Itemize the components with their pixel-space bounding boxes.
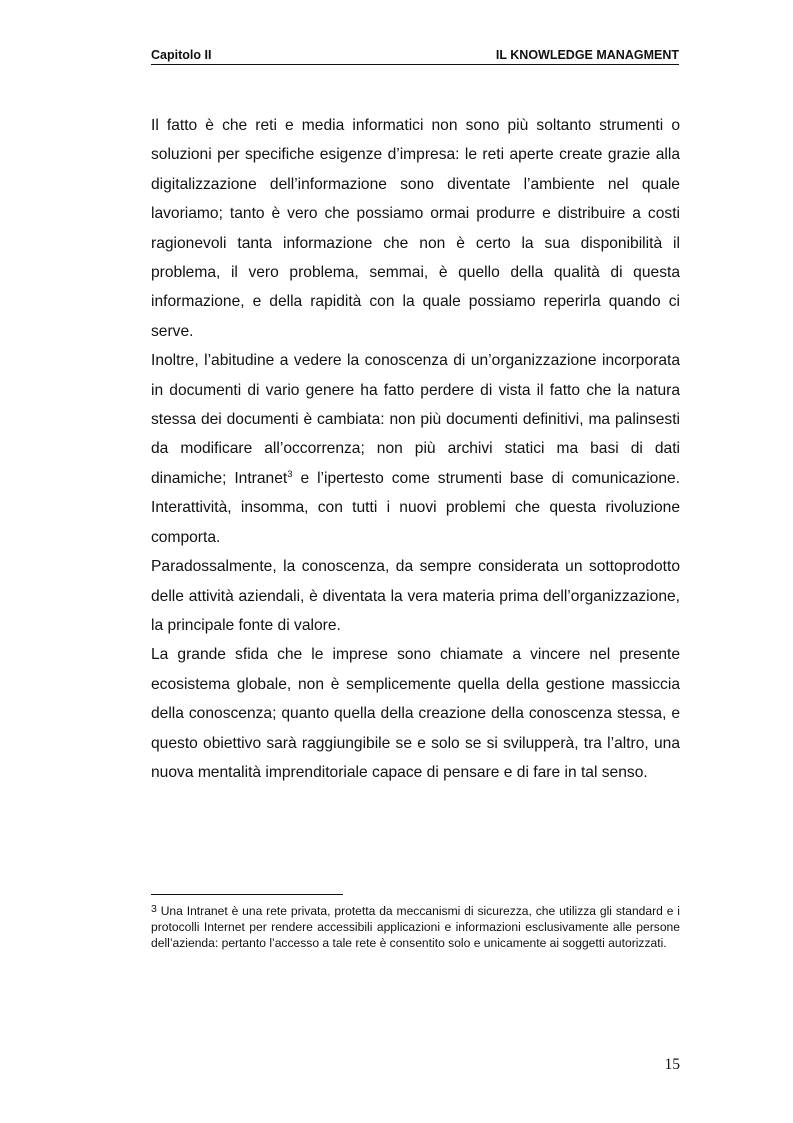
footnote-reference: 3 (287, 468, 293, 480)
page-header (151, 48, 679, 65)
footnote-separator (151, 894, 343, 895)
paragraph-2 (151, 346, 680, 552)
paragraph-2-text-start: Inoltre, l’abitudine a vedere la conoscenza di un’organizzazione incorporata in documenti di vario genere ha fatto perdere di vista il fatto che la natura stessa dei documenti è cambiata: non più documenti definitivi, ma palinsesti da modificare all’occorrenza; non più archivi statici ma basi di dati dinamiche; Intranet (151, 352, 680, 487)
paragraph-2-text-end: e l’ipertesto come strumenti base di comunicazione. Interattività, insomma, con tutti i nuovi problemi che questa rivoluzione comporta. (151, 469, 681, 546)
paragraph-1 (151, 111, 680, 346)
footnote-number: 3 (151, 903, 157, 915)
paragraph-4-text: La grande sfida che le imprese sono chiamate a vincere nel presente ecosistema globale, non è semplicemente quella della gestione massiccia della conoscenza; quanto quella della creazione della conoscenza stessa, e questo obiettivo sarà raggiungibile se e solo se si svilupperà, tra l’altro, una nuova mentalità imprenditoriale capace di pensare e di fare in tal senso. (151, 646, 680, 781)
paragraph-3-text: Paradossalmente, la conoscenza, da sempre considerata un sottoprodotto delle attività aziendali, è diventata la vera materia prima dell’organizzazione, la principale fonte di valore. (151, 558, 680, 634)
paragraph-4 (151, 640, 680, 787)
page-number: 15 (664, 1056, 680, 1073)
chapter-label: Capitolo II (151, 48, 212, 62)
footnote (151, 903, 680, 952)
chapter-title: IL KNOWLEDGE MANAGMENT (495, 48, 679, 62)
body-text (151, 111, 680, 787)
paragraph-1-text: Il fatto è che reti e media informatici non sono più soltanto strumenti o soluzioni per specifiche esigenze d’impresa: le reti aperte create grazie alla digitalizzazione dell’informazione sono diventate l’ambiente nel quale lavoriamo; tanto è vero che possiamo ormai produrre e distribuire a costi ragionevoli tanta informazione che non è certo la sua disponibilità il problema, il vero problema, semmai, è quello della qualità di questa informazione, e della rapidità con la quale possiamo reperirla quando ci serve. (151, 117, 680, 340)
footnote-text: Una Intranet è una rete privata, protetta da meccanismi di sicurezza, che utilizza gli standard e i protocolli Internet per rendere accessibili applicazioni e informazioni esclusivamente alle persone dell’azienda: pertanto l’accesso a tale rete è consentito solo e unicamente ai soggetti autorizzati. (151, 904, 680, 951)
paragraph-3 (151, 552, 680, 640)
